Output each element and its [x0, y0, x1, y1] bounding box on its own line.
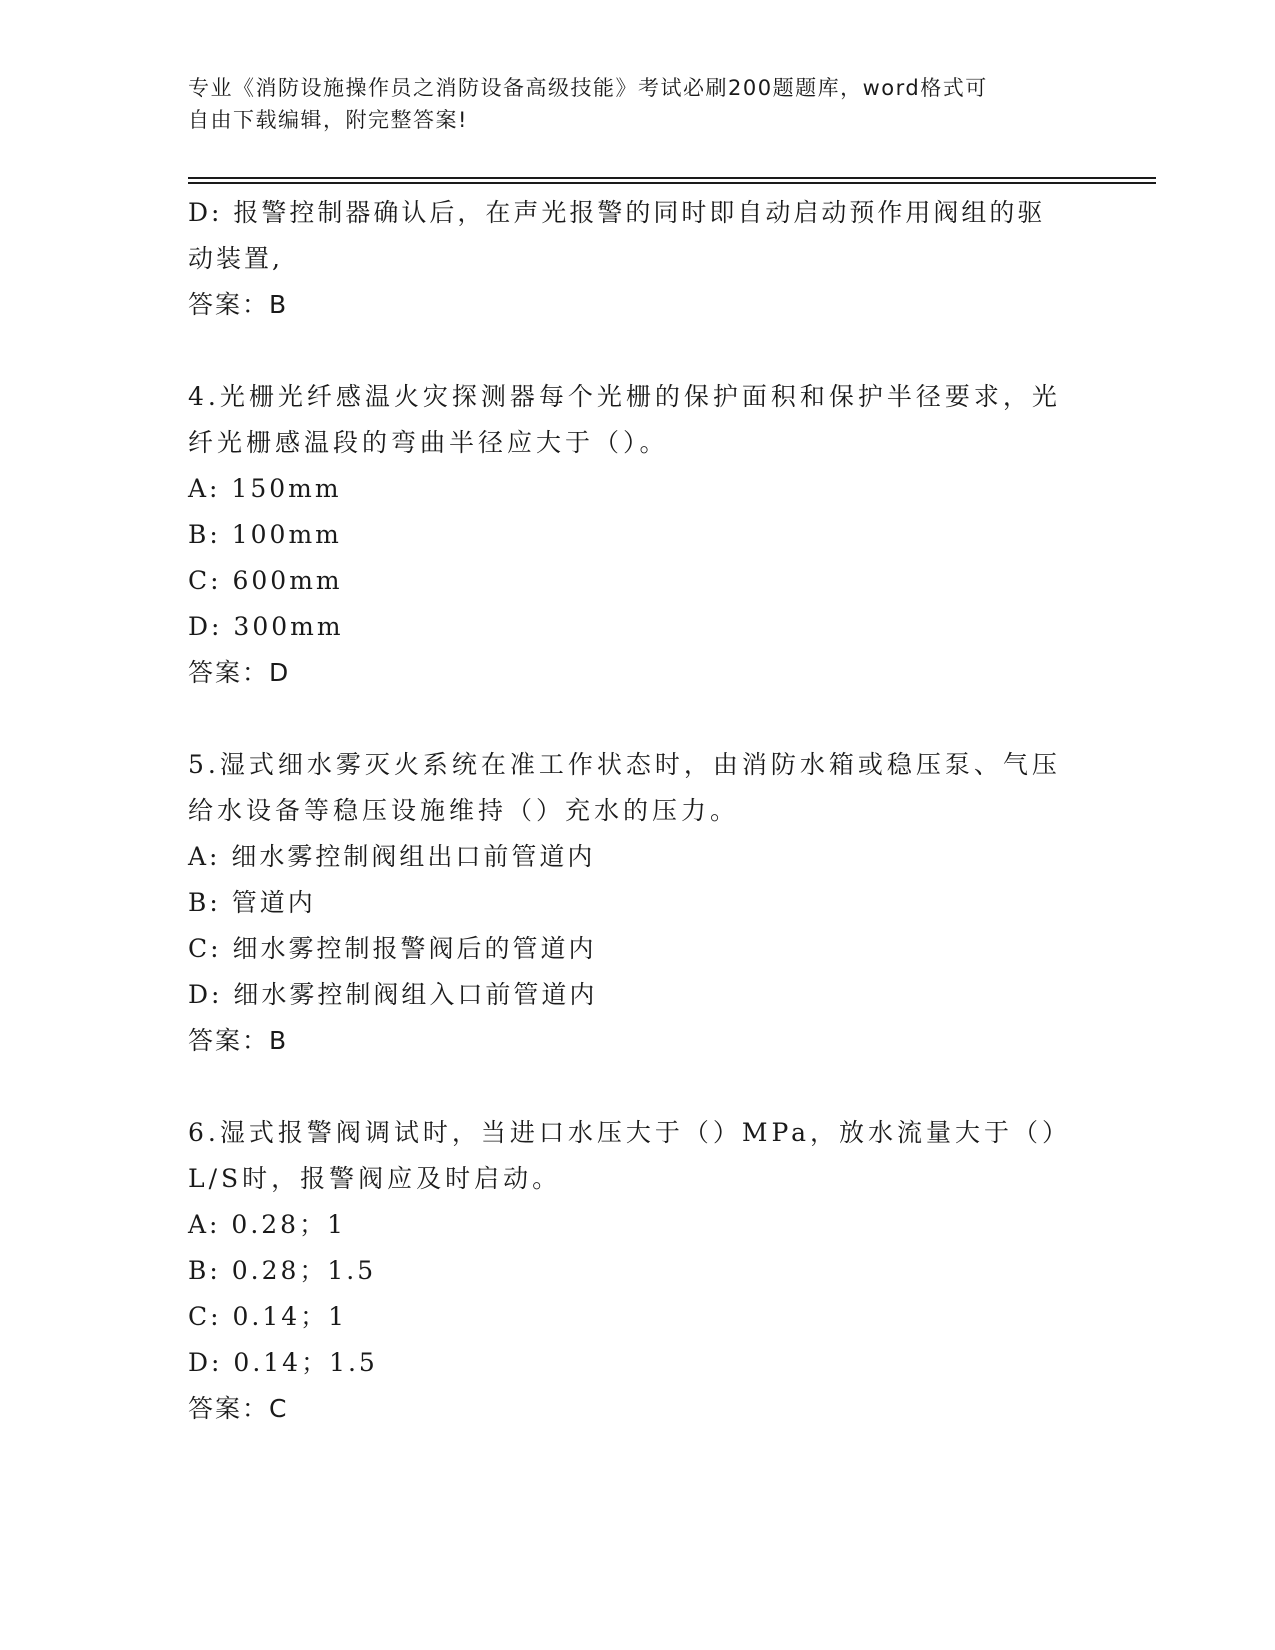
question-6: [188, 1110, 1108, 1432]
header-divider-top: [188, 177, 1156, 179]
question-stem-line: 给水设备等稳压设施维持（）充水的压力。: [188, 796, 740, 825]
option-a: A: 细水雾控制阀组出口前管道内: [188, 842, 596, 871]
option-d-line-2: 动装置,: [188, 244, 283, 273]
page-header: [188, 72, 1068, 136]
question-3-continuation: [188, 190, 1108, 328]
answer-label: 答案：D: [188, 658, 291, 687]
option-b: B: 管道内: [188, 888, 316, 917]
document-body: [188, 190, 1108, 1432]
question-5: [188, 742, 1108, 1064]
header-line-2: 自由下载编辑，附完整答案!: [188, 108, 468, 132]
spacer: [188, 696, 1108, 742]
option-c: C: 600mm: [188, 566, 343, 595]
answer-label: 答案：C: [188, 1394, 289, 1423]
option-b: B: 100mm: [188, 520, 342, 549]
question-stem-line: 6.湿式报警阀调试时，当进口水压大于（）MPa，放水流量大于（）: [188, 1118, 1072, 1147]
answer-label: 答案：B: [188, 1026, 289, 1055]
option-a: A: 0.28；1: [188, 1210, 346, 1239]
question-stem-line: 纤光栅感温段的弯曲半径应大于（）。: [188, 428, 669, 457]
option-d: D: 300mm: [188, 612, 344, 641]
option-b: B: 0.28；1.5: [188, 1256, 377, 1285]
answer-label: 答案：B: [188, 290, 289, 319]
option-d: D: 0.14；1.5: [188, 1348, 378, 1377]
header-divider-bottom: [188, 182, 1156, 184]
question-stem-line: 5.湿式细水雾灭火系统在准工作状态时，由消防水箱或稳压泵、气压: [188, 750, 1061, 779]
question-4: [188, 374, 1108, 696]
option-d: D: 细水雾控制阀组入口前管道内: [188, 980, 598, 1009]
question-stem-line: L/S时，报警阀应及时启动。: [188, 1164, 562, 1193]
spacer: [188, 328, 1108, 374]
option-c: C: 细水雾控制报警阀后的管道内: [188, 934, 597, 963]
option-a: A: 150mm: [188, 474, 342, 503]
spacer: [188, 1064, 1108, 1110]
option-c: C: 0.14；1: [188, 1302, 348, 1331]
question-stem-line: 4.光栅光纤感温火灾探测器每个光栅的保护面积和保护半径要求，光: [188, 382, 1061, 411]
header-line-1: 专业《消防设施操作员之消防设备高级技能》考试必刷200题题库，word格式可: [188, 76, 988, 100]
option-d-line-1: D: 报警控制器确认后，在声光报警的同时即自动启动预作用阀组的驱: [188, 198, 1046, 227]
